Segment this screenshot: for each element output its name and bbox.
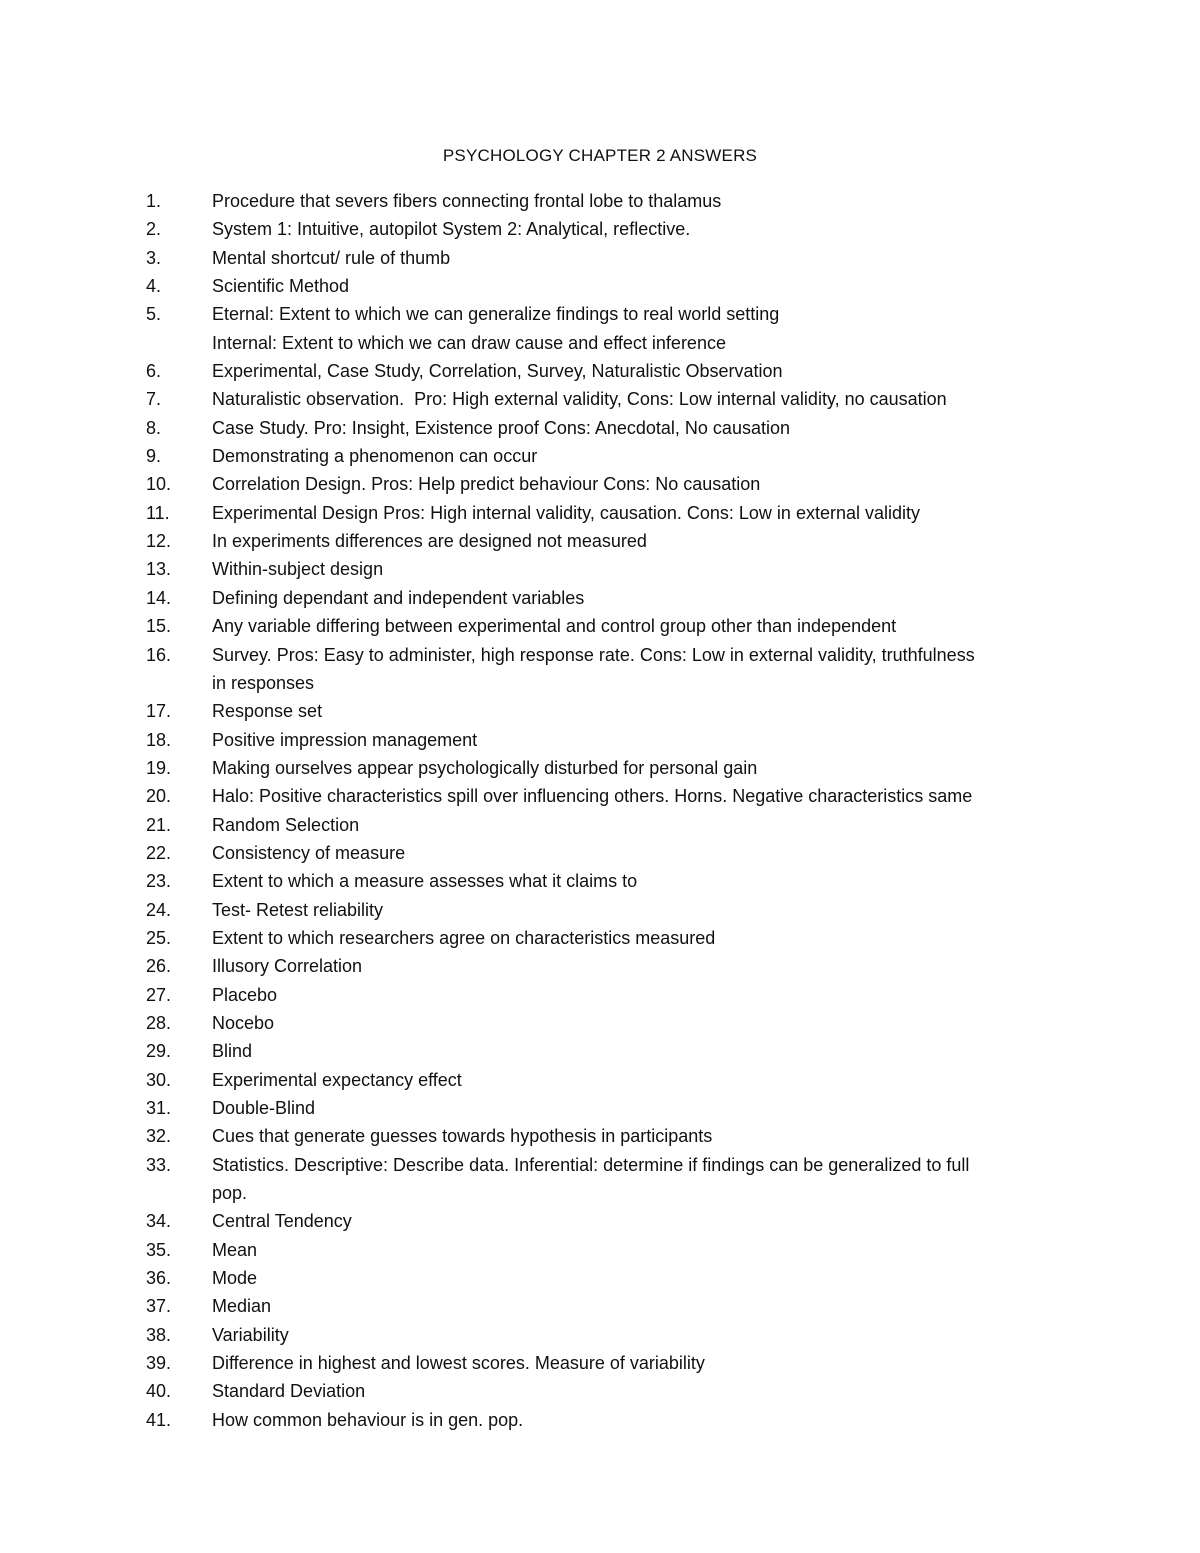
item-number: 24. (146, 899, 172, 920)
list-item (0, 782, 1200, 810)
list-item (0, 981, 1200, 1009)
item-text: Illusory Correlation (212, 956, 363, 977)
item-text: Naturalistic observation. Pro: High external validity, Cons: Low internal validity, no causation (212, 389, 947, 410)
list-item (0, 215, 1200, 243)
list-item (0, 952, 1200, 980)
item-text: Any variable differing between experimental and control group other than independent (212, 616, 897, 637)
item-text: Statistics. Descriptive: Describe data. Inferential: determine if findings can be generalized to full pop. (212, 1154, 970, 1204)
list-item (0, 1009, 1200, 1037)
item-number: 27. (146, 984, 172, 1005)
answer-list (0, 187, 1200, 1434)
list-item (0, 527, 1200, 555)
item-number: 5. (146, 304, 162, 325)
item-text: Halo: Positive characteristics spill over influencing others. Horns. Negative characteristics same (212, 786, 973, 807)
list-item (0, 414, 1200, 442)
item-text: Double-Blind (212, 1098, 316, 1118)
item-number: 15. (146, 616, 172, 637)
list-item (0, 272, 1200, 300)
item-text: Scientific Method (212, 276, 350, 297)
item-text: Correlation Design. Pros: Help predict behaviour Cons: No causation (212, 474, 761, 495)
item-text: Response set (212, 701, 323, 722)
list-item (0, 1406, 1200, 1434)
item-number: 41. (146, 1409, 172, 1430)
list-item (0, 754, 1200, 782)
item-text: Variability (212, 1324, 289, 1345)
item-number: 26. (146, 956, 172, 977)
list-item (0, 1264, 1200, 1292)
item-number: 14. (146, 587, 172, 608)
list-item (0, 867, 1200, 895)
item-text: Mental shortcut/ rule of thumb (212, 247, 451, 268)
list-item (0, 924, 1200, 952)
list-item (0, 896, 1200, 924)
item-text: Extent to which a measure assesses what it claims to (212, 871, 638, 892)
item-number: 25. (146, 927, 172, 948)
page-title: PSYCHOLOGY CHAPTER 2 ANSWERS (442, 146, 758, 165)
item-number: 20. (146, 786, 172, 807)
list-item (0, 839, 1200, 867)
item-number: 6. (146, 361, 162, 382)
item-text: Standard Deviation (212, 1381, 366, 1402)
item-text: Experimental Design Pros: High internal validity, causation. Cons: Low in external validity (212, 502, 921, 523)
item-text: Cues that generate guesses towards hypothesis in participants (212, 1126, 713, 1147)
list-item (0, 385, 1200, 413)
item-text: Extent to which researchers agree on characteristics measured (212, 927, 716, 948)
item-number: 35. (146, 1239, 172, 1260)
item-text: Consistency of measure (212, 842, 406, 863)
item-number: 3. (146, 247, 162, 268)
item-text: Random Selection (212, 814, 360, 835)
list-item (0, 1151, 1200, 1208)
item-number: 38. (146, 1324, 172, 1345)
item-number: 33. (146, 1154, 172, 1175)
item-text: Experimental expectancy effect (212, 1069, 462, 1090)
list-item (0, 555, 1200, 583)
item-number: 31. (146, 1098, 172, 1118)
list-item (0, 244, 1200, 272)
item-number: 8. (146, 417, 162, 438)
list-item (0, 697, 1200, 725)
list-item (0, 357, 1200, 385)
list-item (0, 1094, 1200, 1122)
item-text: Difference in highest and lowest scores. Measure of variability (212, 1353, 705, 1374)
item-number: 1. (146, 191, 162, 211)
item-number: 39. (146, 1353, 172, 1374)
list-item (0, 1377, 1200, 1405)
list-item (0, 1122, 1200, 1150)
list-item (0, 584, 1200, 612)
list-item (0, 470, 1200, 498)
item-number: 22. (146, 842, 172, 863)
item-number: 9. (146, 446, 162, 467)
item-number: 21. (146, 814, 172, 835)
list-item (0, 187, 1200, 215)
item-number: 2. (146, 219, 162, 240)
item-text: Mode (212, 1268, 258, 1289)
item-number: 4. (146, 276, 162, 297)
list-item (0, 1349, 1200, 1377)
list-item (0, 442, 1200, 470)
item-text: Central Tendency (212, 1211, 352, 1232)
list-item (0, 300, 1200, 357)
list-item (0, 1207, 1200, 1235)
item-text: Within-subject design (212, 559, 384, 580)
item-number: 30. (146, 1069, 172, 1090)
item-number: 17. (146, 701, 172, 722)
item-number: 10. (146, 474, 172, 495)
item-text: In experiments differences are designed not measured (212, 531, 647, 552)
item-number: 28. (146, 1012, 172, 1033)
item-text: Experimental, Case Study, Correlation, Survey, Naturalistic Observation (212, 361, 783, 382)
item-text: Eternal: Extent to which we can generalize findings to real world setting Internal: Extent to which we can draw cause and effect inference (212, 304, 780, 353)
list-item (0, 1321, 1200, 1349)
item-text: Mean (212, 1239, 258, 1260)
list-item (0, 811, 1200, 839)
item-text: Defining dependant and independent variables (212, 587, 585, 608)
item-text: Median (212, 1296, 272, 1317)
item-number: 16. (146, 644, 172, 665)
item-number: 34. (146, 1211, 172, 1232)
item-number: 40. (146, 1381, 172, 1402)
item-text: Demonstrating a phenomenon can occur (212, 446, 538, 467)
item-text: Procedure that severs fibers connecting frontal lobe to thalamus (212, 191, 722, 211)
item-number: 18. (146, 729, 172, 750)
item-number: 19. (146, 757, 172, 778)
item-number: 7. (146, 389, 162, 410)
list-item (0, 641, 1200, 698)
item-number: 11. (146, 502, 170, 523)
item-text: System 1: Intuitive, autopilot System 2: Analytical, reflective. (212, 219, 691, 240)
item-text: Positive impression management (212, 729, 478, 750)
item-text: Making ourselves appear psychologically disturbed for personal gain (212, 757, 758, 778)
item-number: 37. (146, 1296, 172, 1317)
item-number: 36. (146, 1268, 172, 1289)
item-number: 32. (146, 1126, 172, 1147)
item-text: Case Study. Pro: Insight, Existence proof Cons: Anecdotal, No causation (212, 417, 790, 438)
item-number: 23. (146, 871, 172, 892)
item-text: Blind (212, 1041, 253, 1062)
list-item (0, 726, 1200, 754)
item-number: 12. (146, 531, 172, 552)
item-text: How common behaviour is in gen. pop. (212, 1409, 524, 1430)
list-item (0, 1292, 1200, 1320)
list-item (0, 1037, 1200, 1065)
item-text: Placebo (212, 984, 278, 1005)
item-text: Nocebo (212, 1012, 275, 1033)
list-item (0, 1236, 1200, 1264)
list-item (0, 499, 1200, 527)
list-item (0, 612, 1200, 640)
item-text: Test- Retest reliability (212, 899, 384, 920)
item-number: 13. (146, 559, 172, 580)
list-item (0, 1066, 1200, 1094)
item-number: 29. (146, 1041, 172, 1062)
item-text: Survey. Pros: Easy to administer, high response rate. Cons: Low in external validity, truthfulness in responses (212, 644, 975, 693)
